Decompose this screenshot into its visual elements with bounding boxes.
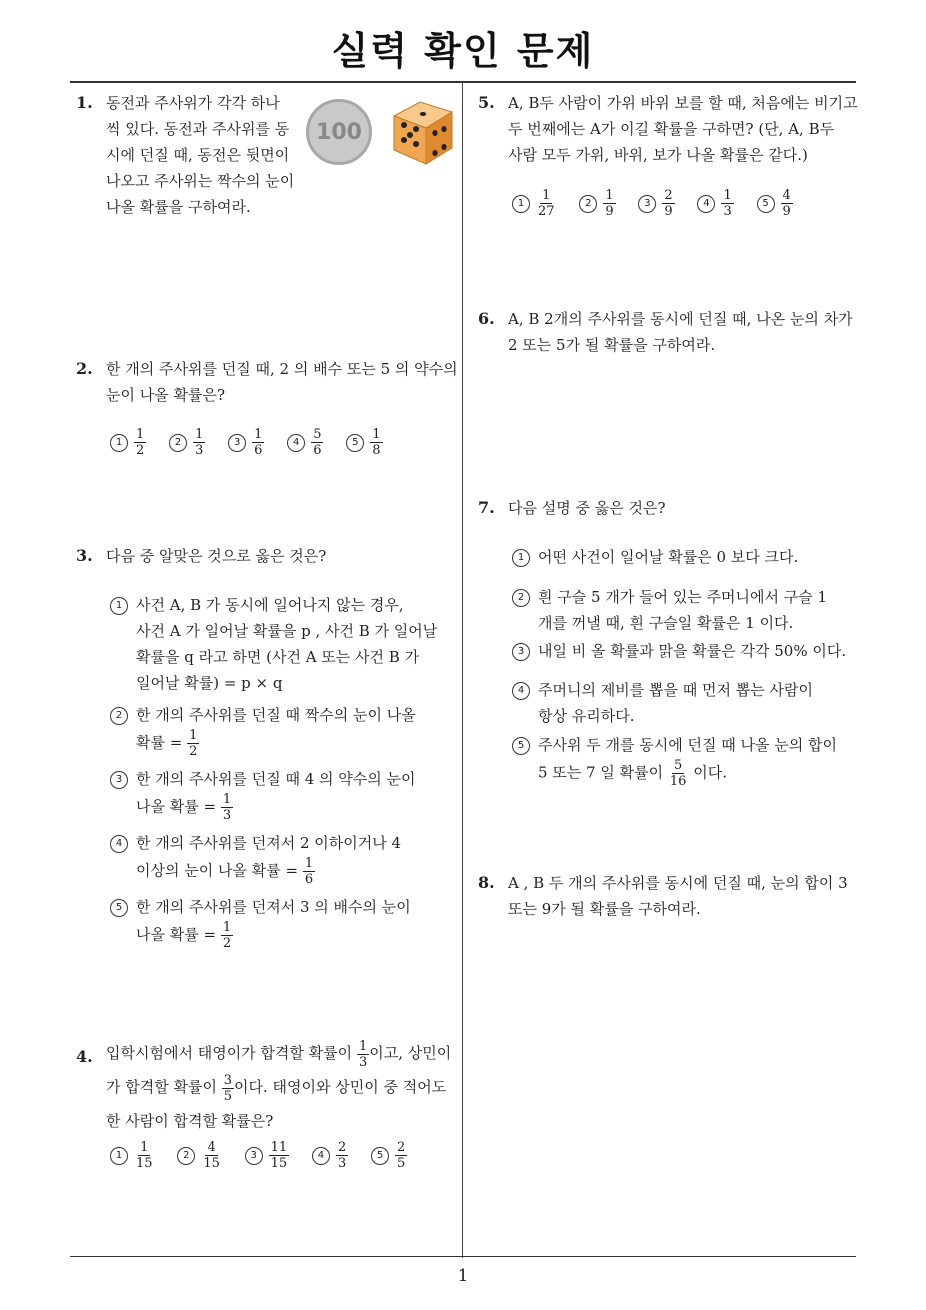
column-divider xyxy=(462,83,463,1258)
option-1[interactable]: 1 사건 A, B 가 동시에 일어나지 않는 경우, 사건 A 가 일어날 확률을 p , 사건 B 가 일어날 확률을 q 라고 하면 (사건 A 또는 사건 B 가 일어날 확률) = p × q xyxy=(110,592,460,696)
question-text-line: 한 개의 주사위를 던질 때, 2 의 배수 또는 5 의 약수의 xyxy=(106,360,458,378)
answer-choices xyxy=(110,427,401,458)
choice-4[interactable]: 4 $\frac{5}{6}$ xyxy=(287,427,323,458)
question-text: 입학시험에서 태영이가 합격할 확률이 xyxy=(106,1044,353,1062)
option-4[interactable]: 4 한 개의 주사위를 던져서 2 이하이거나 4 이상의 눈이 나올 확률 = $\frac{1}{6}$ xyxy=(110,830,460,887)
question-number: 8. xyxy=(478,873,495,892)
choice-3[interactable]: 3 $\frac{11}{15}$ xyxy=(245,1140,290,1171)
choice-5[interactable]: 5 $\frac{4}{9}$ xyxy=(757,188,793,219)
option-text-tail: 나올 확률 = xyxy=(136,797,217,816)
option-text-line: 내일 비 올 확률과 맑을 확률은 각각 50% 이다. xyxy=(538,642,847,660)
option-3[interactable]: 3 한 개의 주사위를 던질 때 4 의 약수의 눈이 나올 확률 = $\frac{1}{3}$ xyxy=(110,766,460,823)
coin-label: 100 xyxy=(316,119,362,145)
question-number: 5. xyxy=(478,93,495,112)
question-text: 한 사람이 합격할 확률은? xyxy=(106,1112,274,1130)
choice-5[interactable]: 5 $\frac{1}{8}$ xyxy=(346,427,382,458)
choice-4[interactable]: 4 $\frac{1}{3}$ xyxy=(697,188,733,219)
question-number: 7. xyxy=(478,498,495,517)
choice-1[interactable]: 1 $\frac{1}{27}$ xyxy=(512,188,557,219)
option-text-line: 사건 A, B 가 동시에 일어나지 않는 경우, xyxy=(136,596,404,614)
fraction: $\frac{1}{2}$ xyxy=(222,920,232,951)
option-text-tail: 5 또는 7 일 확률이 xyxy=(538,763,664,782)
question-text-line: 2 또는 5가 될 확률을 구하여라. xyxy=(508,336,716,354)
question-3 xyxy=(76,543,460,569)
choice-2[interactable]: 2 $\frac{1}{9}$ xyxy=(579,188,615,219)
answer-choices xyxy=(110,1140,425,1171)
option-text-line: 한 개의 주사위를 던져서 3 의 배수의 눈이 xyxy=(136,898,411,916)
question-number: 4. xyxy=(76,1047,93,1066)
top-divider xyxy=(70,81,856,83)
question-text-line: 동전과 주사위가 각각 하나 xyxy=(106,94,280,112)
option-1[interactable]: 1 어떤 사건이 일어날 확률은 0 보다 크다. xyxy=(512,544,862,570)
question-7 xyxy=(478,495,868,521)
option-text-line: 한 개의 주사위를 던져서 2 이하이거나 4 xyxy=(136,834,402,852)
question-number: 2. xyxy=(76,359,93,378)
question-text-line: 사람 모두 가위, 바위, 보가 나올 확률은 같다.) xyxy=(508,146,808,164)
option-text-line: 확률을 q 라고 하면 (사건 A 또는 사건 B 가 xyxy=(136,648,420,666)
question-text-line: 시에 던질 때, 동전은 뒷면이 xyxy=(106,146,290,164)
coin-icon xyxy=(306,99,372,165)
fraction: $\frac{1}{6}$ xyxy=(304,856,314,887)
page-title: 실력 확인 문제 xyxy=(331,29,595,73)
page-number: 1 xyxy=(457,1266,469,1286)
fraction: $\frac{1}{3}$ xyxy=(358,1038,368,1070)
question-text-line: A, B두 사람이 가위 바위 보를 할 때, 처음에는 비기고 xyxy=(508,94,858,112)
choice-1[interactable]: 1 $\frac{1}{15}$ xyxy=(110,1140,155,1171)
question-4 xyxy=(76,1036,460,1138)
question-number: 1. xyxy=(76,93,93,112)
choice-2[interactable]: 2 $\frac{1}{3}$ xyxy=(169,427,205,458)
question-8 xyxy=(478,870,868,922)
option-4[interactable]: 4 주머니의 제비를 뽑을 때 먼저 뽑는 사람이 항상 유리하다. xyxy=(512,677,862,729)
option-text-line: 주머니의 제비를 뽑을 때 먼저 뽑는 사람이 xyxy=(538,681,813,699)
fraction: $\frac{3}{5}$ xyxy=(223,1072,233,1104)
option-text-tail: 확률 = xyxy=(136,733,183,752)
fraction: $\frac{1}{3}$ xyxy=(222,792,232,823)
option-5[interactable]: 5 한 개의 주사위를 던져서 3 의 배수의 눈이 나올 확률 = $\frac{1}{2}$ xyxy=(110,894,460,951)
choice-3[interactable]: 3 $\frac{2}{9}$ xyxy=(638,188,674,219)
question-text: 다음 중 알맞은 것으로 옳은 것은? xyxy=(106,547,327,565)
question-text: 이다. 태영이와 상민이 중 적어도 xyxy=(234,1078,447,1096)
question-text-line: 나오고 주사위는 짝수의 눈이 xyxy=(106,172,295,190)
option-text-line: 어떤 사건이 일어날 확률은 0 보다 크다. xyxy=(538,548,799,566)
option-text-line: 한 개의 주사위를 던질 때 짝수의 눈이 나올 xyxy=(136,706,416,724)
question-text: 이고, 상민이 xyxy=(369,1044,452,1062)
choice-1[interactable]: 1 $\frac{1}{2}$ xyxy=(110,427,146,458)
choice-2[interactable]: 2 $\frac{4}{15}$ xyxy=(177,1140,222,1171)
answer-choices xyxy=(512,188,811,219)
option-text-tail: 이다. xyxy=(693,763,727,782)
option-5[interactable]: 5 주사위 두 개를 동시에 던질 때 나올 눈의 합이 5 또는 7 일 확률이 $\frac{5}{16}$ 이다. xyxy=(512,732,862,789)
choice-5[interactable]: 5 $\frac{2}{5}$ xyxy=(371,1140,407,1171)
fraction: $\frac{5}{16}$ xyxy=(669,758,687,789)
question-6 xyxy=(478,306,868,358)
question-text-line: A, B 2개의 주사위를 동시에 던질 때, 나온 눈의 차가 xyxy=(508,310,853,328)
option-text-tail: 이상의 눈이 나올 확률 = xyxy=(136,861,299,880)
option-text-line: 한 개의 주사위를 던질 때 4 의 약수의 눈이 xyxy=(136,770,416,788)
question-text-line: 나올 확률을 구하여라. xyxy=(106,198,251,216)
option-text-line: 주사위 두 개를 동시에 던질 때 나올 눈의 합이 xyxy=(538,736,837,754)
option-2[interactable]: 2 흰 구슬 5 개가 들어 있는 주머니에서 구슬 1 개를 꺼낼 때, 흰 구슬일 확률은 1 이다. xyxy=(512,584,862,636)
choice-3[interactable]: 3 $\frac{1}{6}$ xyxy=(228,427,264,458)
option-text-line: 개를 꺼낼 때, 흰 구슬일 확률은 1 이다. xyxy=(538,614,794,632)
question-text: 가 합격할 확률이 xyxy=(106,1078,217,1096)
question-text-line: A , B 두 개의 주사위를 동시에 던질 때, 눈의 합이 3 xyxy=(508,874,848,892)
option-2[interactable]: 2 한 개의 주사위를 던질 때 짝수의 눈이 나올 확률 = $\frac{1}{2}$ xyxy=(110,702,460,759)
option-text-line: 항상 유리하다. xyxy=(538,707,635,725)
dice-icon xyxy=(390,98,456,168)
question-text-line: 두 번째에는 A가 이길 확률을 구하면? (단, A, B두 xyxy=(508,120,835,138)
option-3[interactable]: 3 내일 비 올 확률과 맑을 확률은 각각 50% 이다. xyxy=(512,638,862,664)
question-text-line: 씩 있다. 동전과 주사위를 동 xyxy=(106,120,290,138)
bottom-divider xyxy=(70,1256,856,1257)
choice-4[interactable]: 4 $\frac{2}{3}$ xyxy=(312,1140,348,1171)
question-5 xyxy=(478,90,868,168)
fraction: $\frac{1}{2}$ xyxy=(189,728,198,759)
question-text: 다음 설명 중 옳은 것은? xyxy=(508,499,666,517)
question-number: 6. xyxy=(478,309,495,328)
question-2 xyxy=(76,356,460,408)
option-text-tail: 나올 확률 = xyxy=(136,925,217,944)
option-text-line: 사건 A 가 일어날 확률을 p , 사건 B 가 일어날 xyxy=(136,622,438,640)
question-1 xyxy=(76,90,306,220)
question-text-line: 눈이 나올 확률은? xyxy=(106,386,226,404)
option-text-line: 흰 구슬 5 개가 들어 있는 주머니에서 구슬 1 xyxy=(538,588,828,606)
question-number: 3. xyxy=(76,546,93,565)
option-text-line: 일어날 확률) = p × q xyxy=(136,674,283,692)
question-text-line: 또는 9가 될 확률을 구하여라. xyxy=(508,900,701,918)
